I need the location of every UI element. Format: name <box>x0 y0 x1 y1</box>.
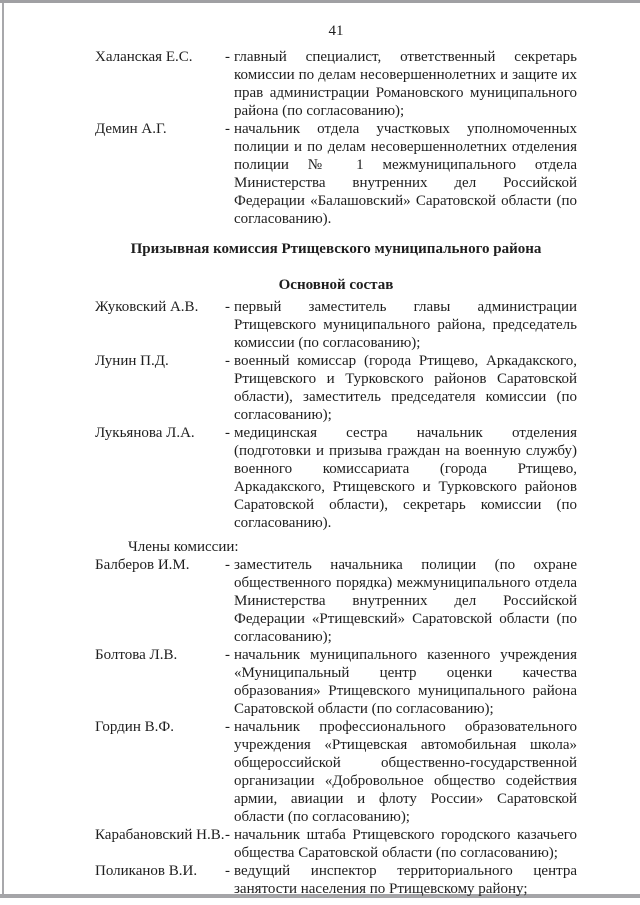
entry-text: начальник профессионального образовательного учреждения «Ртищевская автомобильная школа» общероссийской общественно-государственной организации «Добровольное общество содействия армии, авиации и флоту России» Саратовской области (по согласованию); <box>234 719 577 825</box>
entry-text: начальник штаба Ртищевского городского казачьего общества Саратовской области (по согласованию); <box>234 827 577 861</box>
entry-name: Балберов И.М. <box>95 557 190 573</box>
entry-row <box>95 48 577 120</box>
entry-text: заместитель начальника полиции (по охране общественного порядка) межмуниципального отдела Министерства внутренних дел Российской Федерации «Ртищевский» Саратовской области (по согласованию); <box>234 557 577 645</box>
entry-row <box>95 862 577 898</box>
scan-edge-left <box>2 3 4 897</box>
entry-dash: - <box>225 353 230 369</box>
entry-row <box>95 646 577 718</box>
entry-row <box>95 298 577 352</box>
entry-name: Демин А.Г. <box>95 121 167 137</box>
entry-dash: - <box>225 299 230 315</box>
entry-name: Лунин П.Д. <box>95 353 169 369</box>
entry-description <box>225 646 577 718</box>
section-subtitle: Основной состав <box>278 277 394 293</box>
entry-row <box>95 120 577 228</box>
entry-description <box>225 826 577 862</box>
entry-description <box>225 424 577 532</box>
entry-name: Гордин В.Ф. <box>95 719 174 735</box>
entry-dash: - <box>225 121 230 137</box>
section-title: Призывная комиссия Ртищевского муниципального района <box>130 241 542 257</box>
entry-description <box>225 556 577 646</box>
entry-description <box>225 120 577 228</box>
entry-dash: - <box>225 647 230 663</box>
entry-dash: - <box>225 719 230 735</box>
entry-dash: - <box>225 827 230 843</box>
entry-dash: - <box>225 557 230 573</box>
entry-description <box>225 48 577 120</box>
entry-row <box>95 424 577 532</box>
entry-name: Болтова Л.В. <box>95 647 178 663</box>
entry-description <box>225 862 577 898</box>
entry-row <box>95 556 577 646</box>
entry-name: Поликанов В.И. <box>95 863 198 879</box>
entry-text: начальник отдела участковых уполномоченных полиции и по делам несовершеннолетних отделения полиции № 1 межмуниципального отдела Министерства внутренних дел Российской Федерации «Балашовский» Саратовской области (по согласованию). <box>234 121 577 227</box>
entry-row <box>95 826 577 862</box>
entry-name: Халанская Е.С. <box>95 49 193 65</box>
entry-description <box>225 718 577 826</box>
entry-text: медицинская сестра начальник отделения (подготовки и призыва граждан на военную службу) военного комиссариата (города Ртищево, Аркадакского, Ртищевского и Турковского районов Саратовской области), секретарь комиссии (по согласованию). <box>234 425 577 531</box>
entry-text: начальник муниципального казенного учреждения «Муниципальный центр оценки качества образования» Ртищевского муниципального района Саратовской области (по согласованию); <box>234 647 577 717</box>
entry-text: первый заместитель главы администрации Ртищевского муниципального района, председатель комиссии (по согласованию); <box>234 299 577 351</box>
entry-row <box>95 352 577 424</box>
document-body <box>95 0 577 898</box>
entry-name: Жуковский А.В. <box>95 299 199 315</box>
entry-text: ведущий инспектор территориального центра занятости населения по Ртищевскому району; <box>234 863 577 897</box>
entry-description <box>225 298 577 352</box>
entry-dash: - <box>225 425 230 441</box>
page-number: 41 <box>328 23 344 39</box>
entry-dash: - <box>225 49 230 65</box>
entry-dash: - <box>225 863 230 879</box>
entry-text: главный специалист, ответственный секретарь комиссии по делам несовершеннолетних и защите их прав администрации Романовского муниципального района (по согласованию); <box>234 49 577 119</box>
entry-text: военный комиссар (города Ртищево, Аркадакского, Ртищевского и Турковского районов Саратовской области), заместитель председателя комиссии (по согласованию); <box>234 353 577 423</box>
entry-name: Карабановский Н.В. <box>95 827 225 843</box>
entry-description <box>225 352 577 424</box>
entry-row <box>95 718 577 826</box>
entry-name: Лукьянова Л.А. <box>95 425 195 441</box>
members-label: Члены комиссии: <box>128 539 239 555</box>
